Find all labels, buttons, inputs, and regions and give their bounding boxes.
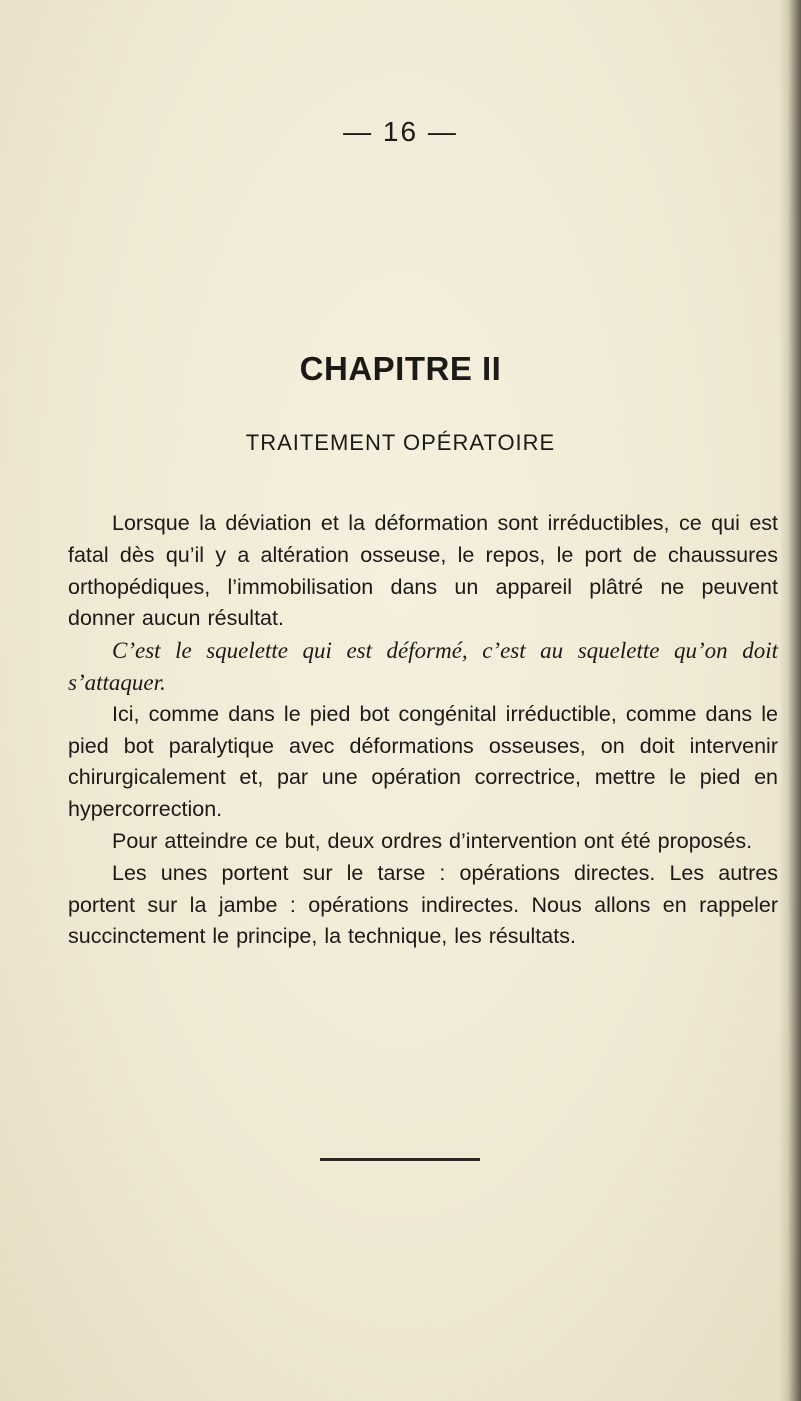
chapter-subtitle: TRAITEMENT OPÉRATOIRE — [245, 430, 556, 455]
section-end-rule — [320, 1158, 480, 1161]
page-number: — 16 — — [343, 116, 458, 147]
paragraph-italic: C’est le squelette qui est déformé, c’est au squelette qu’on doit s’attaquer. — [68, 638, 778, 695]
paragraph: Lorsque la déviation et la déformation sont irréductibles, ce qui est fatal dès qu’il y a altération osseuse, le repos, le port de chaussures orthopédiques, l’immobilisation dans un appareil plâtré ne peuvent donner aucun résultat. — [68, 511, 778, 631]
page-edge-shadow — [779, 0, 801, 1401]
body-text — [68, 508, 778, 953]
paragraph: Ici, comme dans le pied bot congénital irréductible, comme dans le pied bot paralytique avec déformations osseuses, on doit intervenir chirurgicalement et, par une opération correctrice, mettre le pied en hypercorrection. — [68, 701, 778, 822]
paragraph: Les unes portent sur le tarse : opérations directes. Les autres portent sur la jambe : opérations indirectes. Nous allons en rappeler succinctement le principe, la technique, les résultats. — [68, 860, 778, 949]
chapter-title: CHAPITRE II — [299, 350, 502, 387]
paragraph: Pour atteindre ce but, deux ordres d’intervention ont été proposés. — [112, 828, 753, 853]
